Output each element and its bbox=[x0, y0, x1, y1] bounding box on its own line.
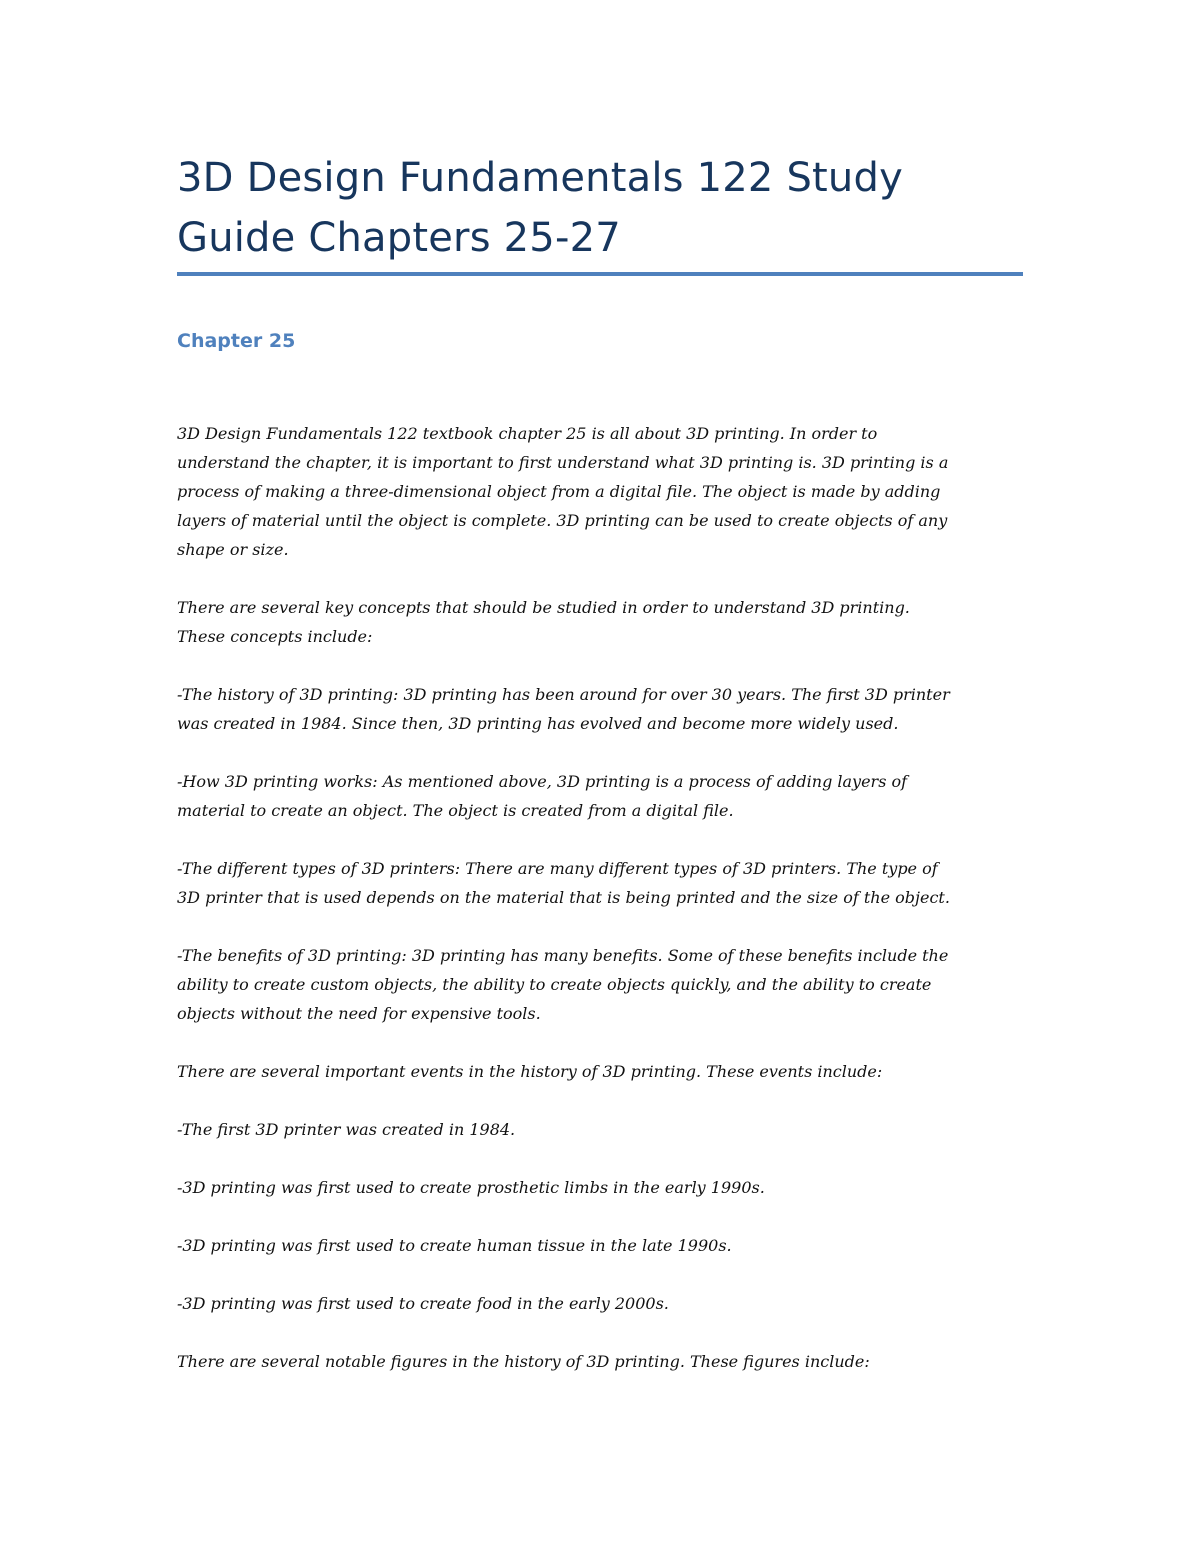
paragraph bbox=[177, 941, 1023, 1028]
paragraph-line: These concepts include: bbox=[177, 627, 373, 646]
paragraph-line: -3D printing was first used to create prosthetic limbs in the early 1990s. bbox=[177, 1178, 765, 1197]
paragraph-line: 3D Design Fundamentals 122 textbook chapter 25 is all about 3D printing. In order to bbox=[177, 424, 878, 443]
paragraph-line: shape or size. bbox=[177, 540, 289, 559]
title-underline-rule bbox=[177, 272, 1023, 276]
paragraph-spacer bbox=[177, 912, 1023, 941]
paragraph-line: 3D printer that is used depends on the material that is being printed and the size of the object. bbox=[177, 888, 950, 907]
paragraph bbox=[177, 680, 1023, 738]
paragraph-line: ability to create custom objects, the ability to create objects quickly, and the ability to create bbox=[177, 975, 932, 994]
paragraph bbox=[177, 1115, 1023, 1144]
paragraph-spacer bbox=[177, 738, 1023, 767]
paragraph bbox=[177, 767, 1023, 825]
paragraph-line: was created in 1984. Since then, 3D printing has evolved and become more widely used. bbox=[177, 714, 899, 733]
paragraph-line: -How 3D printing works: As mentioned above, 3D printing is a process of adding layers of bbox=[177, 772, 908, 791]
paragraph bbox=[177, 593, 1023, 651]
paragraph-line: understand the chapter, it is important to first understand what 3D printing is. 3D printing is a bbox=[177, 453, 949, 472]
paragraph-spacer bbox=[177, 564, 1023, 593]
title-line-1: 3D Design Fundamentals 122 Study bbox=[177, 155, 903, 201]
paragraph-line: layers of material until the object is complete. 3D printing can be used to create objects of any bbox=[177, 511, 948, 530]
paragraph bbox=[177, 419, 1023, 564]
paragraph-spacer bbox=[177, 1202, 1023, 1231]
paragraph bbox=[177, 1289, 1023, 1318]
paragraph-line: -3D printing was first used to create food in the early 2000s. bbox=[177, 1294, 669, 1313]
paragraph-line: material to create an object. The object is created from a digital file. bbox=[177, 801, 734, 820]
paragraph bbox=[177, 1057, 1023, 1086]
paragraph-spacer bbox=[177, 1260, 1023, 1289]
paragraph bbox=[177, 854, 1023, 912]
paragraph-line: There are several notable figures in the history of 3D printing. These figures include: bbox=[177, 1352, 870, 1371]
paragraph-line: -The different types of 3D printers: There are many different types of 3D printers. The type of bbox=[177, 859, 938, 878]
title-line-2: Guide Chapters 25-27 bbox=[177, 215, 621, 261]
document-title bbox=[177, 148, 1023, 268]
paragraph-line: -The benefits of 3D printing: 3D printing has many benefits. Some of these benefits include the bbox=[177, 946, 949, 965]
paragraph bbox=[177, 1173, 1023, 1202]
paragraph-line: -The history of 3D printing: 3D printing has been around for over 30 years. The first 3D printer bbox=[177, 685, 950, 704]
paragraph-line: objects without the need for expensive tools. bbox=[177, 1004, 541, 1023]
paragraph-spacer bbox=[177, 1028, 1023, 1057]
paragraph-line: -3D printing was first used to create human tissue in the late 1990s. bbox=[177, 1236, 732, 1255]
paragraph bbox=[177, 1347, 1023, 1376]
paragraph-spacer bbox=[177, 825, 1023, 854]
chapter-heading: Chapter 25 bbox=[177, 330, 296, 352]
paragraph-spacer bbox=[177, 1144, 1023, 1173]
paragraph-spacer bbox=[177, 1086, 1023, 1115]
paragraph bbox=[177, 1231, 1023, 1260]
paragraph-spacer bbox=[177, 651, 1023, 680]
paragraph-line: process of making a three-dimensional object from a digital file. The object is made by adding bbox=[177, 482, 941, 501]
paragraph-line: There are several important events in the history of 3D printing. These events include: bbox=[177, 1062, 883, 1081]
paragraph-line: -The first 3D printer was created in 1984. bbox=[177, 1120, 516, 1139]
paragraph-spacer bbox=[177, 1318, 1023, 1347]
body-text bbox=[177, 419, 1023, 1376]
paragraph-line: There are several key concepts that should be studied in order to understand 3D printing. bbox=[177, 598, 910, 617]
